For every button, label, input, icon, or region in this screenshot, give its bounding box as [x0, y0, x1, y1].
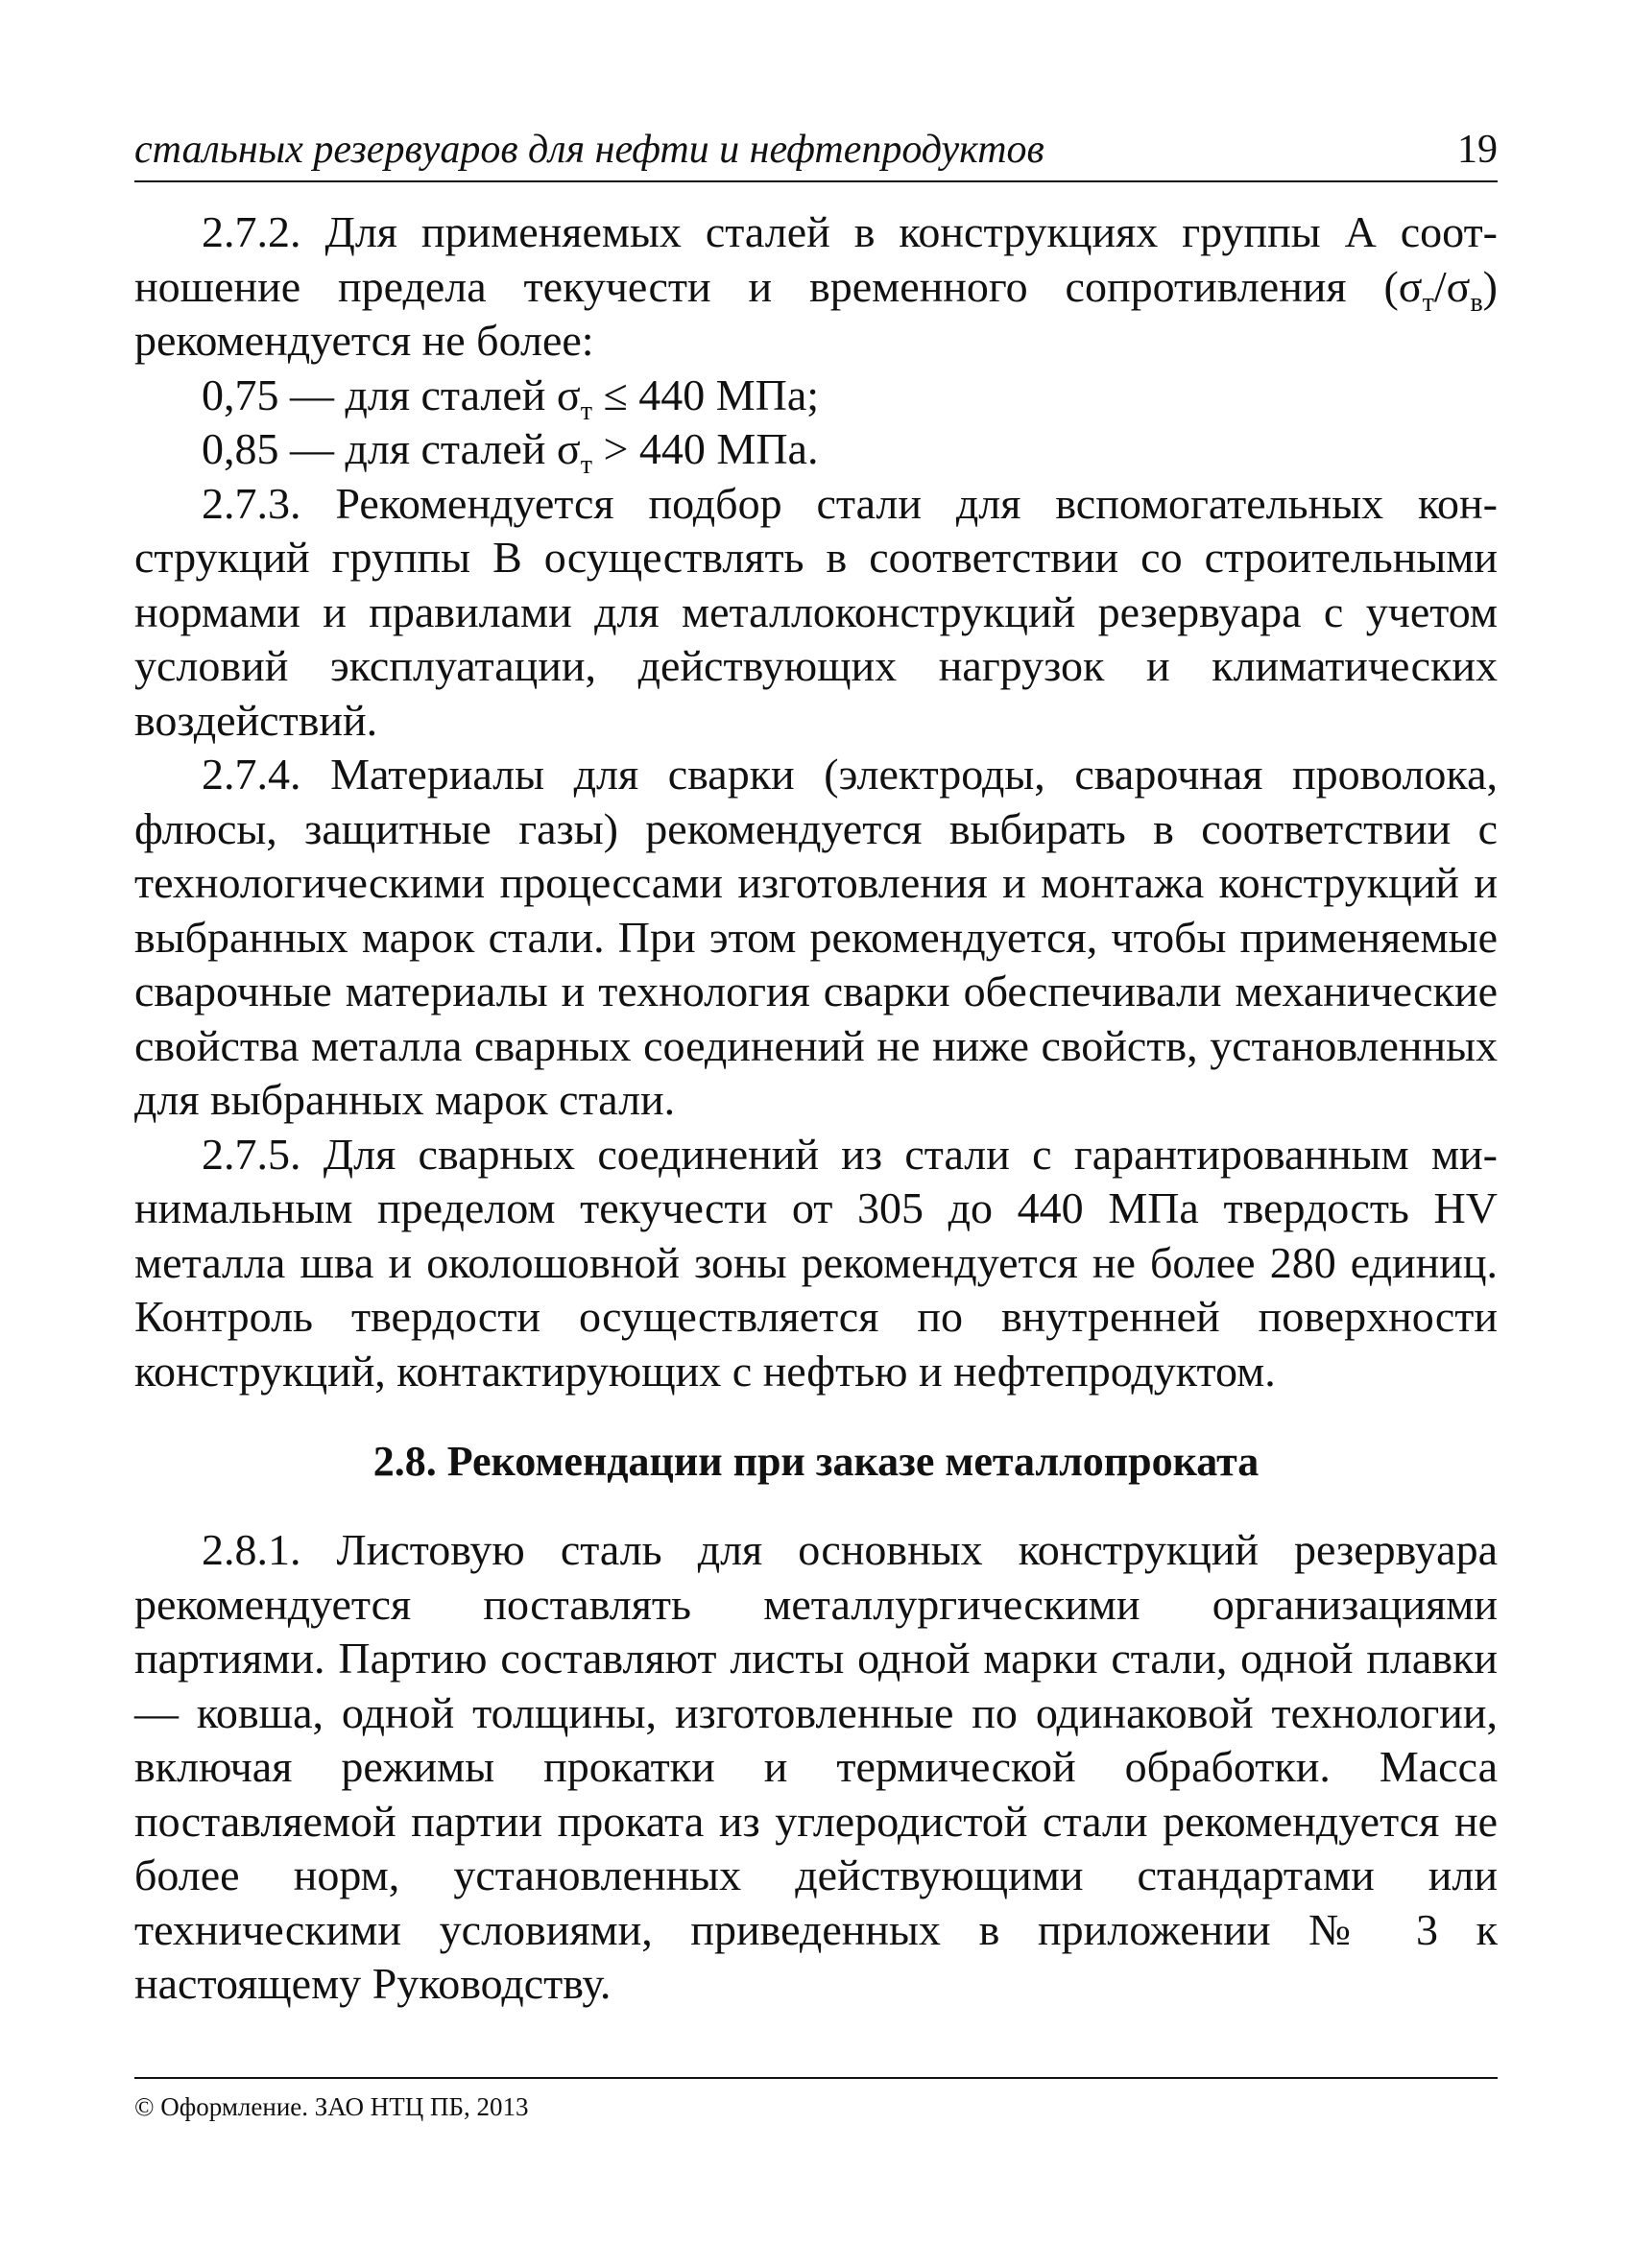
- paragraph-2-7-3: 2.7.3. Рекомендуется подбор стали для вспомогательных конструкций группы В осуществлять в соответствии со строительными нормами и правилами для металлоконструкций резервуара с учетом условий эксплуатации, действующих нагрузок и климатических воздействий.: [134, 478, 1498, 745]
- ratio-line-2-before: 0,85 — для сталей σ: [202, 424, 581, 473]
- running-header: [134, 123, 1498, 182]
- paragraph-2-7-4: 2.7.4. Материалы для сварки (электроды, сварочная проволока, флюсы, защитные газы) рекомендуется выбирать в соответствии с технологическими процессами изготовления и монтажа конструкций и выбранных марок стали. При этом рекомендуется, чтобы применяемые сварочные материалы и технология сварки обеспечивали механические свойства металла сварных соединений не ниже свойств, установленных для выбранных марок стали.: [134, 750, 1498, 1124]
- ratio-line-1-before: 0,75 — для сталей σ: [202, 370, 581, 419]
- paragraph-2-7-2-intro: 2.7.2. Для применяемых сталей в конструкциях группы А соотношение предела текучести и временного сопротивления (σ: [134, 207, 1498, 311]
- paragraph-2-7-2: [134, 205, 1498, 369]
- subscript-t: т: [1422, 287, 1434, 318]
- page-footer: [134, 2077, 1498, 2122]
- ratio-line-2-after: > 440 МПа.: [591, 424, 819, 473]
- section-heading-2-8: 2.8. Рекомендации при заказе металлопроката: [372, 1438, 1260, 1485]
- ratio-line-1-subscript: т: [580, 395, 592, 426]
- page-number: 19: [1457, 128, 1498, 172]
- running-title: стальных резервуаров для нефти и нефтепродуктов: [134, 128, 1044, 172]
- ratio-slash-sigma: /σ: [1433, 261, 1471, 311]
- paragraph-2-7-5: 2.7.5. Для сварных соединений из стали с гарантированным минимальным пределом текучести от 305 до 440 МПа твердость HV металла шва и околошовной зоны рекомендуется не более 280 единиц. Контроль твердости осуществляется по внутренней поверхности конструкций, контактирующих с нефтью и нефтепродуктом.: [134, 1129, 1498, 1396]
- paragraph-2-7-2-outro: ) рекомендуется не более:: [134, 261, 1498, 365]
- ratio-line-1: [134, 369, 1498, 426]
- body-text: [134, 205, 1498, 2012]
- ratio-line-2: [134, 422, 1498, 480]
- subscript-v: в: [1470, 287, 1483, 318]
- ratio-line-2-subscript: т: [580, 450, 592, 480]
- ratio-line-1-after: ≤ 440 МПа;: [591, 370, 820, 419]
- document-page: [134, 123, 1498, 2196]
- copyright-notice: © Оформление. ЗАО НТЦ ПБ, 2013: [134, 2092, 529, 2121]
- paragraph-2-8-1: 2.8.1. Листовую сталь для основных конструкций резервуара рекомендуется поставлять металлургическими организациями партиями. Партию составляют листы одной марки стали, одной плавки — ковша, одной толщины, изготовленные по одинаковой технологии, включая режимы прокатки и термической обработки. Масса поставляемой партии проката из углеродистой стали рекомендуется не более норм, установленных действующими стандартами или техническими условиями, приведенных в приложении № 3 к настоящему Руководству.: [134, 1525, 1498, 2008]
